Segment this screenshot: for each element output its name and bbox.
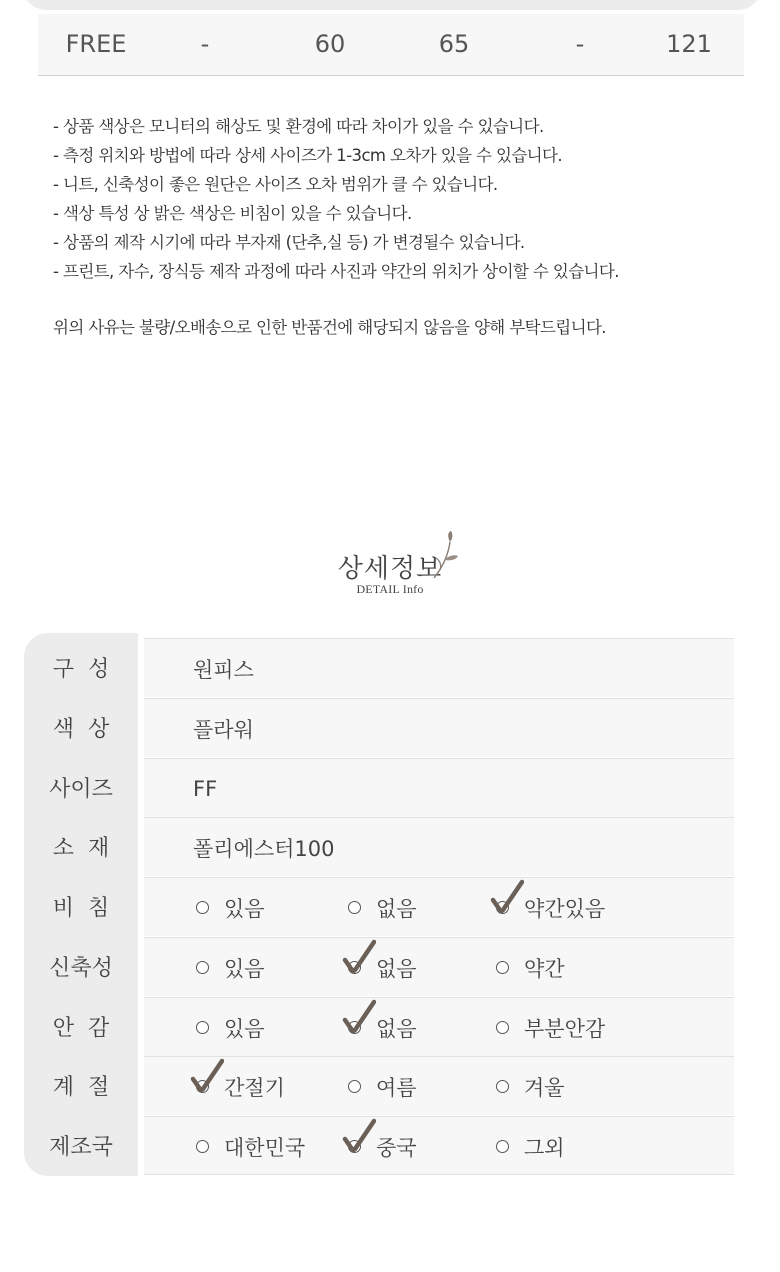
radio-icon — [348, 1080, 361, 1093]
row-value — [144, 937, 734, 996]
row-value — [144, 1116, 734, 1175]
row-value — [144, 1056, 734, 1115]
row-label: 신축성 — [49, 956, 113, 981]
checkmark-icon — [342, 938, 376, 976]
notice-line: - 상품 색상은 모니터의 해상도 및 환경에 따라 차이가 있을 수 있습니다. — [53, 117, 544, 136]
row-label: 안 감 — [52, 1016, 110, 1041]
row-value — [144, 997, 734, 1056]
notice-line: - 색상 특성 상 밝은 색상은 비침이 있을 수 있습니다. — [53, 204, 412, 223]
radio-icon — [496, 1080, 509, 1093]
value-text: FF — [193, 776, 218, 801]
row-label: 제조국 — [49, 1135, 113, 1160]
radio-icon — [196, 1140, 209, 1153]
radio-icon — [496, 1140, 509, 1153]
value-text: 플라워 — [193, 717, 254, 742]
option-label: 약간 — [524, 956, 565, 981]
section-title — [0, 548, 780, 585]
row-label: 소 재 — [52, 836, 110, 861]
value-text: 폴리에스터100 — [193, 836, 335, 861]
size-cell: FREE — [65, 30, 127, 58]
option-label: 있음 — [224, 1016, 265, 1041]
notice-footer: 위의 사유는 불량/오배송으로 인한 반품건에 해당되지 않음을 양해 부탁드립니다. — [53, 318, 606, 337]
row-value — [144, 817, 734, 876]
section-subtitle: DETAIL Info — [356, 582, 424, 596]
option-label: 중국 — [376, 1135, 417, 1160]
radio-icon — [348, 901, 361, 914]
checkmark-icon — [190, 1057, 224, 1095]
radio-icon — [496, 961, 509, 974]
size-table-header — [22, 0, 762, 10]
option-label: 있음 — [224, 896, 265, 921]
checkmark-icon — [342, 1117, 376, 1155]
row-label: 구 성 — [52, 657, 110, 682]
option-label: 없음 — [376, 956, 417, 981]
notice-line: - 상품의 제작 시기에 따라 부자재 (단추,실 등) 가 변경될수 있습니다. — [53, 233, 525, 252]
checkmark-icon — [490, 878, 524, 916]
radio-icon — [196, 961, 209, 974]
row-value — [144, 638, 734, 697]
option-label: 없음 — [376, 1016, 417, 1041]
notice-line: - 니트, 신축성이 좋은 원단은 사이즈 오차 범위가 클 수 있습니다. — [53, 175, 498, 194]
row-value — [144, 877, 734, 936]
size-table-row — [38, 14, 744, 76]
size-cell: - — [200, 30, 210, 58]
radio-icon — [196, 1021, 209, 1034]
size-cell: 121 — [666, 30, 712, 58]
size-cell: - — [575, 30, 585, 58]
option-label: 있음 — [224, 956, 265, 981]
option-label: 대한민국 — [224, 1135, 306, 1160]
option-label: 여름 — [376, 1075, 417, 1100]
option-label: 없음 — [376, 896, 417, 921]
size-cell: 65 — [438, 30, 470, 58]
option-label: 겨울 — [524, 1075, 565, 1100]
value-text: 원피스 — [193, 657, 254, 682]
row-label: 계 절 — [52, 1075, 110, 1100]
checkmark-icon — [342, 998, 376, 1036]
row-label: 비 침 — [52, 896, 110, 921]
row-label: 색 상 — [52, 717, 110, 742]
section-title-text: 상세정보 — [337, 554, 443, 584]
option-label: 약간있음 — [524, 896, 606, 921]
notice-list — [53, 112, 753, 286]
notice-line: - 측정 위치와 방법에 따라 상세 사이즈가 1-3cm 오차가 있을 수 있습니다. — [53, 146, 563, 165]
option-label: 간절기 — [224, 1075, 285, 1100]
leaf-icon — [430, 530, 466, 582]
row-label: 사이즈 — [49, 777, 113, 802]
radio-icon — [496, 1021, 509, 1034]
option-label: 부분안감 — [524, 1016, 606, 1041]
notice-line: - 프린트, 자수, 장식등 제작 과정에 따라 사진과 약간의 위치가 상이할 수 있습니다. — [53, 262, 619, 281]
row-value — [144, 698, 734, 757]
radio-icon — [196, 901, 209, 914]
size-cell: 60 — [314, 30, 346, 58]
option-label: 그외 — [524, 1135, 565, 1160]
row-value — [144, 758, 734, 817]
